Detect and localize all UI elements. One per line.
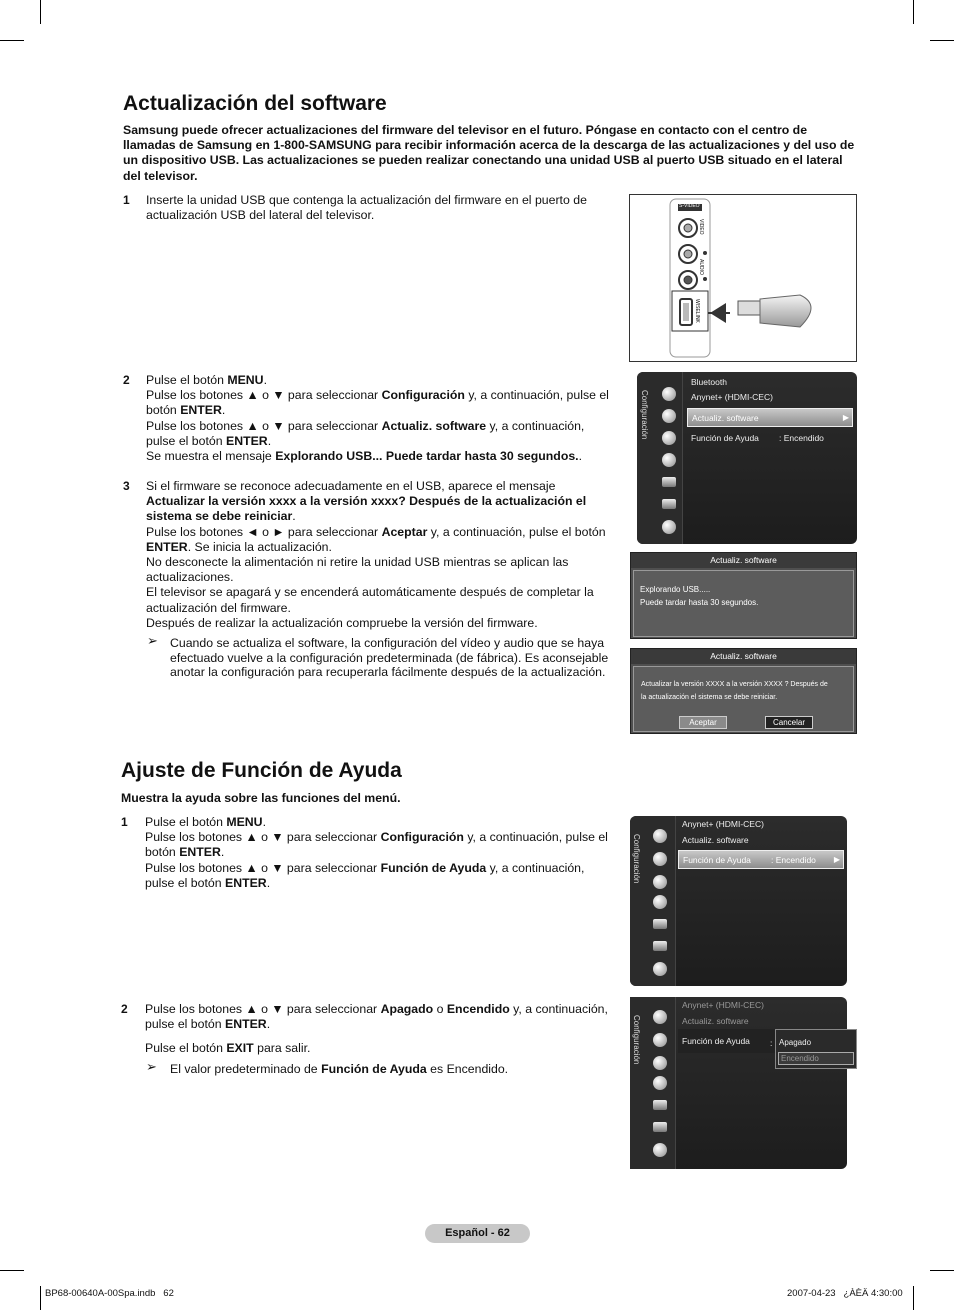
submenu-arrow-icon: ▶ <box>833 855 840 864</box>
settings-menu-screen <box>637 372 857 544</box>
menu-item-label: Función de Ayuda <box>683 855 751 865</box>
picture-icon <box>662 387 676 401</box>
dialog-body <box>633 570 854 637</box>
step-number: 3 <box>123 479 130 493</box>
support-icon <box>653 962 667 976</box>
step-number: 1 <box>121 815 128 829</box>
dialog-message-line: Explorando USB..... <box>640 585 711 594</box>
media-icon <box>653 941 667 951</box>
step-text: Pulse los botones ▲ o ▼ para seleccionar Apagado o Encendido y, a continuación, pulse el botón ENTER. Pulse el botón EXIT para salir. <box>145 1002 608 1056</box>
sound-icon <box>662 431 676 445</box>
page-number-badge: Español - 62 <box>425 1224 530 1243</box>
dialog-title: Actualiz. software <box>631 649 856 664</box>
footer-date: 2007-04-23 ¿ÀÈÄ 4:30:00 <box>787 1288 903 1299</box>
port-label: AUDIO <box>698 259 704 275</box>
crop-mark <box>930 40 954 41</box>
tv-side-panel-svg <box>630 195 856 361</box>
channel-icon <box>653 1076 667 1090</box>
note-text-pre: El valor predeterminado de <box>170 1062 322 1076</box>
step-text: Pulse el botón MENU. Pulse los botones ▲ o ▼ para seleccionar Configuración y, a continuación, pulse el botón ENTER. Pulse los botones ▲ o ▼ para seleccionar Actualiz. software y, a continuación, pulse el botón ENTER. Se muestra el mensaje Explorando USB... Puede tardar hasta 30 segundos.. <box>146 373 609 464</box>
option-label: Encendido <box>781 1054 819 1063</box>
option-popup <box>775 1029 857 1069</box>
settings-menu-screen <box>630 997 847 1169</box>
settings-gear-icon <box>653 1033 667 1047</box>
settings-gear-icon <box>653 852 667 866</box>
submenu-arrow-icon: ▶ <box>842 413 849 422</box>
usb-port-illustration <box>629 194 857 362</box>
dialog-message-line: la actualización el sistema se debe reiniciar. <box>641 694 778 701</box>
crop-mark <box>0 40 24 41</box>
media-icon <box>662 499 676 509</box>
crop-mark <box>913 1286 914 1310</box>
menu-item-bluetooth[interactable]: Bluetooth <box>691 377 727 387</box>
dialog-body <box>633 666 854 732</box>
step-number: 1 <box>123 193 130 207</box>
dialog-message-line: Actualizar la versión XXXX a la versión XXXX ? Después de <box>641 681 828 688</box>
settings-menu-screen <box>630 816 847 986</box>
section-title: Ajuste de Función de Ayuda <box>121 759 402 782</box>
menu-item-value: : Encendido <box>779 433 824 443</box>
menu-item-anynet[interactable]: Anynet+ (HDMI-CEC) <box>691 392 773 402</box>
menu-side-label: Configuración <box>632 834 641 884</box>
crop-mark <box>40 0 41 24</box>
accept-button[interactable]: Aceptar <box>679 716 727 729</box>
dialog-title: Actualiz. software <box>631 553 856 568</box>
settings-gear-icon <box>662 409 676 423</box>
port-label: WISELINK <box>694 299 700 323</box>
crop-mark <box>40 1286 41 1310</box>
note-arrow-icon: ➢ <box>146 1059 157 1074</box>
section-intro: Samsung puede ofrecer actualizaciones del firmware del televisor en el futuro. Póngase en contacto con el centro de llamadas de Samsung en 1-800-SAMSUNG para recibir información acerca de la descarga de las actualizaciones y del uso de un dispositivo USB. Las actualizaciones se pueden realizar conectando una unidad USB al puerto USB situado en el lateral del televisor. <box>123 123 855 183</box>
note-text-bold: Función de Ayuda <box>321 1062 427 1076</box>
menu-item-funcion-ayuda[interactable]: Función de Ayuda <box>682 1036 750 1046</box>
step-number: 2 <box>121 1002 128 1016</box>
menu-item-funcion-ayuda[interactable]: Función de Ayuda <box>691 433 759 443</box>
menu-item-actualiz-software-selected[interactable] <box>687 408 853 427</box>
step-text: Inserte la unidad USB que contenga la actualización del firmware en el puerto de actualización USB del lateral del televisor. <box>146 193 587 223</box>
note-text: Cuando se actualiza el software, la configuración del vídeo y audio que se haya efectuado vuelve a la configuración predeterminada (de fábrica). Es aconsejable anotar la configuración para recuperarla fácilmente después de la actualización. <box>170 636 609 680</box>
update-confirm-dialog <box>630 648 857 734</box>
cancel-button[interactable]: Cancelar <box>765 716 813 729</box>
channel-icon <box>653 895 667 909</box>
support-icon <box>662 520 676 534</box>
menu-item-actualiz-software[interactable]: Actualiz. software <box>682 835 749 845</box>
media-icon <box>653 1122 667 1132</box>
menu-side-label: Configuración <box>632 1015 641 1065</box>
sound-icon <box>653 875 667 889</box>
crop-mark <box>913 0 914 24</box>
menu-item-anynet[interactable]: Anynet+ (HDMI-CEC) <box>682 1000 764 1010</box>
menu-item-anynet[interactable]: Anynet+ (HDMI-CEC) <box>682 819 764 829</box>
input-icon <box>653 1100 667 1110</box>
footer-file: BP68-00640A-00Spa.indb 62 <box>45 1288 174 1299</box>
menu-item-value: : Encendido <box>771 855 816 865</box>
channel-icon <box>662 453 676 467</box>
option-apagado[interactable]: Apagado <box>779 1038 812 1047</box>
support-icon <box>653 1143 667 1157</box>
note-arrow-icon: ➢ <box>147 633 158 648</box>
picture-icon <box>653 829 667 843</box>
menu-item-colon: : <box>770 1038 773 1048</box>
sound-icon <box>653 1056 667 1070</box>
menu-side-label: Configuración <box>640 390 649 440</box>
step-text: Si el firmware se reconoce adecuadamente en el USB, aparece el mensaje Actualizar la versión xxxx a la versión xxxx? Después de la actualización el sistema se debe reiniciar. Pulse los botones ◄ o ► para seleccionar Aceptar y, a continuación, pulse el botón ENTER. Se inicia la actualización. No desconecte la alimentación ni retire la unidad USB mientras se aplican las actualizaciones. El televisor se apagará y se encenderá automáticamente después de completar la actualización del firmware. Después de realizar la actualización compruebe la versión del firmware. <box>146 479 606 630</box>
section-title: Actualización del software <box>123 92 387 115</box>
option-encendido[interactable] <box>778 1052 854 1065</box>
note-text <box>170 1062 610 1077</box>
section-intro: Muestra la ayuda sobre las funciones del menú. <box>121 791 401 805</box>
input-icon <box>662 477 676 487</box>
port-label: S-VIDEO <box>679 203 700 209</box>
port-label: VIDEO <box>698 219 704 235</box>
menu-item-actualiz-software[interactable]: Actualiz. software <box>682 1016 749 1026</box>
step-number: 2 <box>123 373 130 387</box>
dialog-message-line: Puede tardar hasta 30 segundos. <box>640 598 759 607</box>
crop-mark <box>930 1270 954 1271</box>
step-text: Pulse el botón MENU. Pulse los botones ▲ o ▼ para seleccionar Configuración y, a continuación, pulse el botón ENTER. Pulse los botones ▲ o ▼ para seleccionar Función de Ayuda y, a continuación, pulse el botón ENTER. <box>145 815 608 890</box>
crop-mark <box>0 1270 24 1271</box>
menu-item-funcion-ayuda-selected[interactable] <box>678 850 844 869</box>
menu-item-label: Actualiz. software <box>692 413 759 423</box>
note-text-post: es Encendido. <box>426 1062 509 1076</box>
picture-icon <box>653 1010 667 1024</box>
input-icon <box>653 919 667 929</box>
scanning-usb-dialog <box>630 552 857 639</box>
